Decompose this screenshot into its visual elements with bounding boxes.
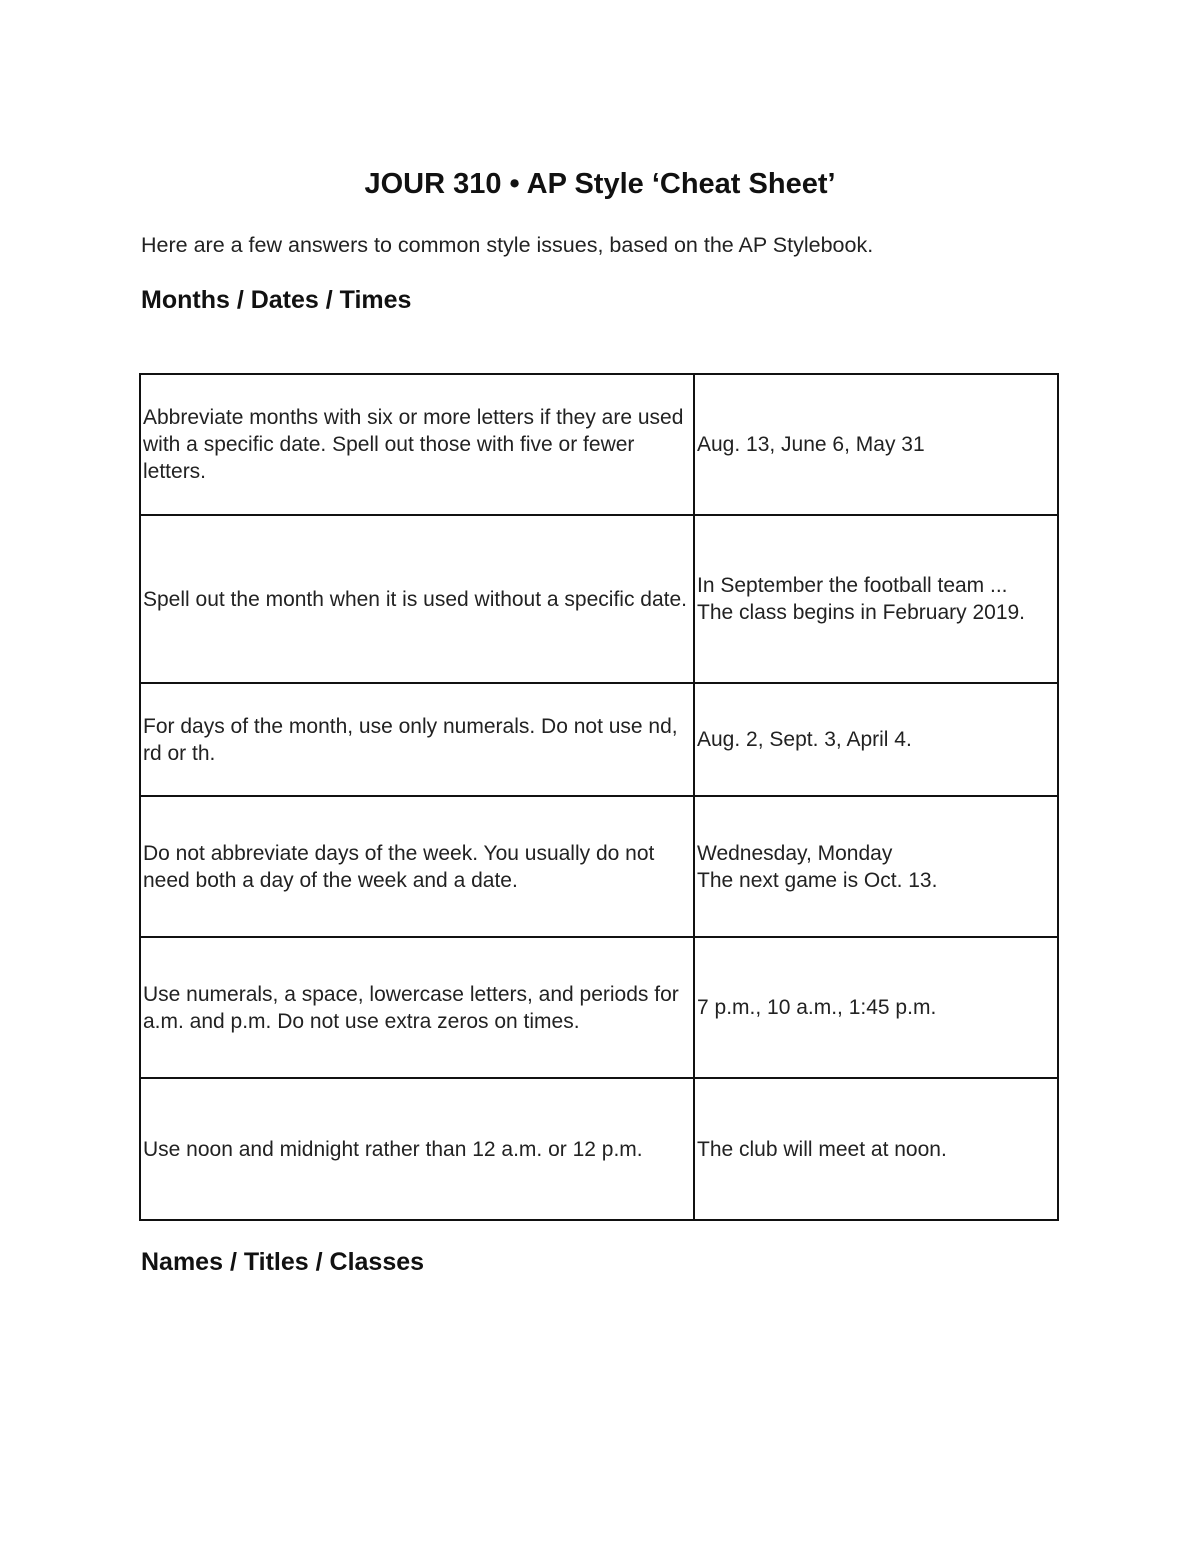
example-line: Wednesday, Monday — [697, 841, 893, 865]
rule-cell: Do not abbreviate days of the week. You usually do not need both a day of the week and a date. — [140, 796, 694, 937]
rule-cell: Spell out the month when it is used without a specific date. — [140, 515, 694, 683]
section-heading-months: Months / Dates / Times — [141, 286, 412, 314]
rule-cell: For days of the month, use only numerals. Do not use nd, rd or th. — [140, 683, 694, 796]
style-rules-table — [139, 373, 1059, 1221]
table-row — [140, 796, 1058, 937]
example-cell — [694, 1078, 1058, 1220]
rule-cell: Use numerals, a space, lowercase letters, and periods for a.m. and p.m. Do not use extra zeros on times. — [140, 937, 694, 1078]
table-row — [140, 374, 1058, 515]
example-cell — [694, 796, 1058, 937]
example-line: The next game is Oct. 13. — [697, 868, 938, 892]
example-cell — [694, 374, 1058, 515]
intro-text: Here are a few answers to common style issues, based on the AP Stylebook. — [141, 233, 874, 257]
example-cell — [694, 683, 1058, 796]
table-row — [140, 1078, 1058, 1220]
example-line: In September the football team ... — [697, 574, 1008, 597]
example-line: Aug. 2, Sept. 3, April 4. — [697, 728, 912, 751]
example-line: The club will meet at noon. — [697, 1137, 947, 1161]
example-line: The class begins in February 2019. — [697, 601, 1026, 624]
table-row — [140, 515, 1058, 683]
section-heading-names: Names / Titles / Classes — [141, 1248, 425, 1276]
page-title: JOUR 310 • AP Style ‘Cheat Sheet’ — [364, 168, 836, 200]
example-line: Aug. 13, June 6, May 31 — [697, 433, 925, 456]
table-row — [140, 683, 1058, 796]
table-row — [140, 937, 1058, 1078]
example-cell — [694, 937, 1058, 1078]
example-line: 7 p.m., 10 a.m., 1:45 p.m. — [697, 996, 937, 1019]
rule-cell: Abbreviate months with six or more letters if they are used with a specific date. Spell out those with five or fewer letters. — [140, 374, 694, 515]
rule-cell: Use noon and midnight rather than 12 a.m. or 12 p.m. — [140, 1078, 694, 1220]
example-cell — [694, 515, 1058, 683]
